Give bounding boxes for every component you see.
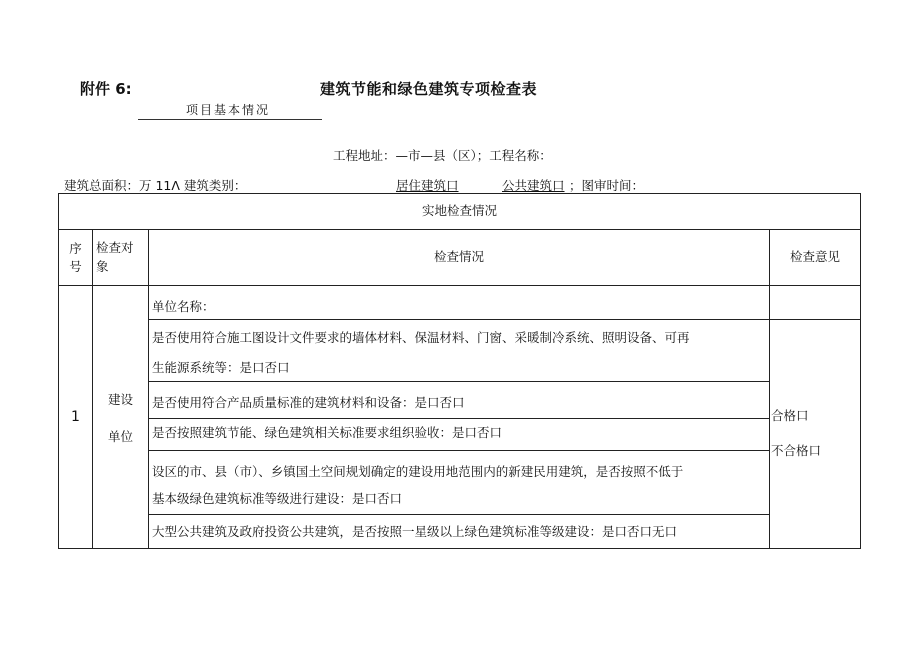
- table-rule: [149, 418, 769, 419]
- table-rule: [149, 450, 769, 451]
- header-situation: 检查情况: [433, 249, 484, 264]
- opinion-fail: 不合格口: [771, 443, 822, 458]
- item-green-star: 大型公共建筑及政府投资公共建筑，是否按照一星级以上绿色建筑标准等级建设：是口否口无口: [152, 524, 678, 539]
- item-green-basic-line2: 基本级绿色建筑标准等级进行建设：是口否口: [152, 491, 403, 506]
- building-area-line: 建筑总面积：万 11Λ 建筑类别：: [64, 178, 247, 193]
- review-time-label: ；图审时间：: [569, 178, 645, 193]
- header-object: [96, 238, 148, 276]
- header-no-line2: 号: [69, 259, 82, 274]
- table-rule: [149, 514, 769, 515]
- section-subtitle: 项目基本情况: [186, 103, 271, 117]
- item-quality: 是否使用符合产品质量标准的建筑材料和设备：是口否口: [152, 395, 465, 410]
- item-materials-line2: 生能源系统等：是口否口: [152, 360, 290, 375]
- header-object-line2: 象: [96, 259, 109, 274]
- page-title: 建筑节能和绿色建筑专项检查表: [320, 80, 538, 98]
- item-acceptance: 是否按照建筑节能、绿色建筑相关标准要求组织验收：是口否口: [152, 425, 503, 440]
- attachment-label: 附件 6:: [80, 80, 132, 98]
- table-rule: [59, 285, 860, 286]
- header-no-line1: 序: [69, 241, 82, 256]
- row-object-line2: 单位: [107, 429, 133, 444]
- table-rule: [59, 229, 860, 230]
- inspection-table: [58, 193, 861, 549]
- header-no: [59, 240, 92, 276]
- row-object-line1: 建设: [107, 392, 133, 407]
- row-number: 1: [71, 409, 80, 425]
- table-rule: [148, 229, 149, 548]
- residential-checkbox-label: 居住建筑口: [396, 178, 459, 193]
- item-unit-name: 单位名称：: [152, 299, 215, 314]
- table-section-title: 实地检查情况: [421, 203, 497, 218]
- table-rule: [149, 319, 860, 320]
- item-green-basic-line1: 设区的市、县（市）、乡镇国土空间规划确定的建设用地范围内的新建民用建筑，是否按照不低于: [152, 464, 684, 479]
- project-address-line: 工程地址：—市—县（区）；工程名称：: [333, 148, 552, 163]
- opinion-pass: 合格口: [771, 408, 809, 423]
- table-rule: [769, 229, 770, 548]
- table-rule: [149, 381, 769, 382]
- public-checkbox-label: 公共建筑口: [502, 178, 565, 193]
- header-object-line1: 检查对: [96, 240, 134, 255]
- item-materials-line1: 是否使用符合施工图设计文件要求的墙体材料、保温材料、门窗、采暖制冷系统、照明设备、可再: [152, 330, 690, 345]
- header-opinion: 检查意见: [789, 249, 840, 264]
- subtitle-underline: [138, 119, 322, 120]
